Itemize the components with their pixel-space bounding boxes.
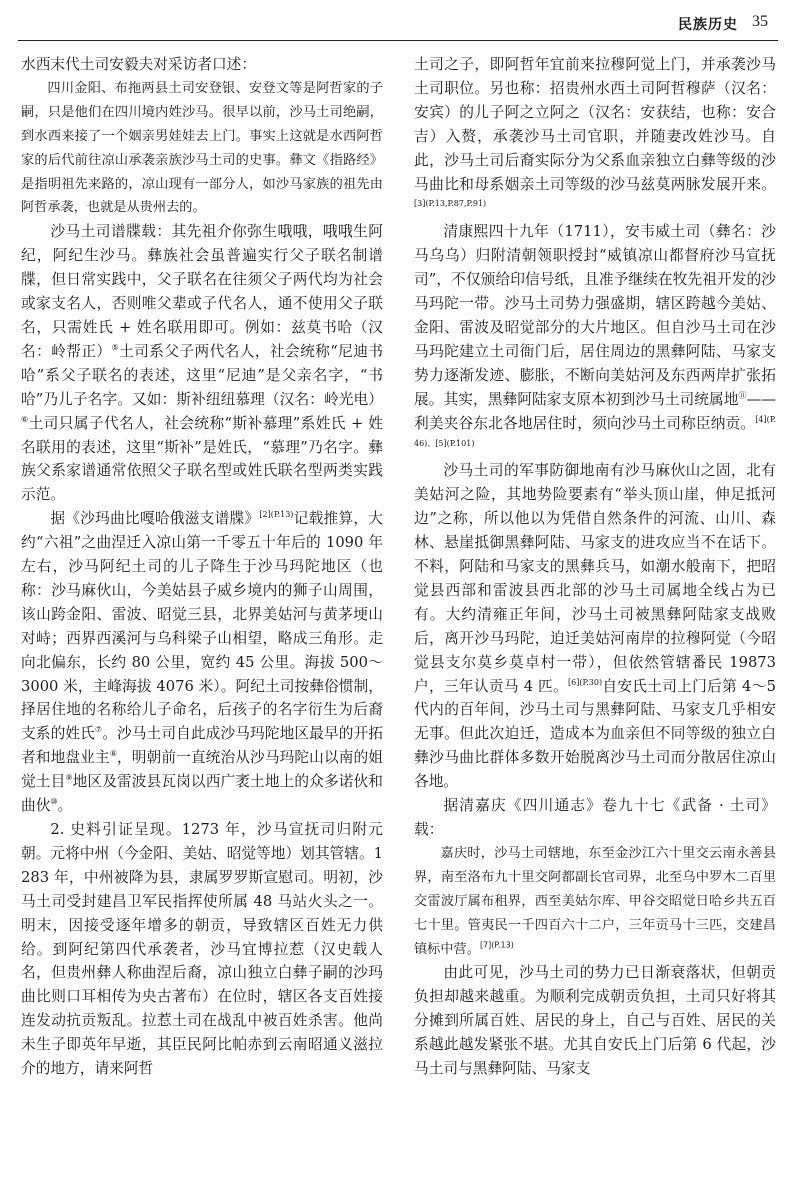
- footnote-ref[interactable]: ⑩: [50, 797, 58, 807]
- paragraph: [414, 459, 776, 794]
- journal-title: 民族历史: [678, 17, 738, 33]
- page-header: [0, 0, 792, 38]
- citation-ref[interactable]: [7](P.13): [479, 940, 514, 950]
- paragraph-text: 地区及雷波县瓦岗以西广袤土地上的众多诺伙和曲伙: [21, 773, 383, 815]
- paragraph: [414, 961, 776, 1081]
- quote-block: [21, 77, 383, 220]
- paragraph-text: 。: [57, 797, 73, 815]
- left-column: [21, 53, 383, 1198]
- footnote-ref[interactable]: ⑥: [21, 414, 29, 424]
- footnote-ref[interactable]: ⑨: [65, 773, 73, 783]
- paragraph-text: 沙马土司谱牒载：其先祖介你弥生哦哦，哦哦生阿纪，阿纪生沙马。彝族社会虽普遍实行父子联名制谱牒，但日常实践中，父子联名在往须父子两代均为社会或家支名人，否则唯父辈或子代名人，通不使用父子联名，只需姓氏 + 姓名联用即可。例如：兹莫书哈（汉名：岭帮正）: [21, 223, 383, 360]
- footnote-ref[interactable]: ⑤: [111, 342, 120, 352]
- quote-text: 嘉庆时，沙马土司辖地，东至金沙江六十里交云南永善县界，南至洛布九十里交阿都副长官司界，北至乌中罗木二百里交雷波厅属布租界，西至美姑尔库、甲谷交昭觉日哈乡共五百七十里。管夷民一千四百六十二户，三年贡马十三匹，交建昌镇标中营。: [414, 845, 776, 957]
- citation-ref[interactable]: [3](P.13,P.87,P.91): [414, 199, 487, 209]
- paragraph: [414, 53, 776, 220]
- quote-text: 四川金阳、布拖两县土司安登银、安登文等是阿哲家的子嗣，只是他们在四川境内姓沙马。很早以前，沙马土司绝嗣，到水西来接了一个姻亲男娃娃去上门。事实上这就是水西阿哲家的后代前往凉山承袭亲族沙马土司的史事。彝文《指路经》是指明祖先来路的，凉山现有一部分人，如沙马家族的祖先由阿哲承袭，也就是从贵州去的。: [21, 80, 383, 216]
- citation-ref[interactable]: [2](P.13): [259, 510, 294, 520]
- paragraph-text: 记载推算，大约“六祖”之曲涅迁入凉山第一千零五十年后的 1090 年左右，沙马阿纪土司的儿子降生于沙马玛陀地区（也称：沙马麻伙山，今美姑县子威乡境内的狮子山周围，该山跨金阳、雷波、昭觉三县，北界美姑河与黄茅埂山对峙；西界西溪河与乌科梁子山相望，略成三角形。走向北偏东，长约 80 公里，宽约 45 公里。海拔 500～3000 米，主峰海拔 4076 米）。阿纪土司按彝俗惯制，择居住地的名称给儿子命名，后孩子的名字衍生为后裔支系的姓氏: [21, 510, 383, 743]
- intro-line: [21, 53, 383, 77]
- right-column: [414, 53, 776, 1198]
- intro-text: 水西末代土司安毅夫对采访者口述：: [21, 56, 257, 73]
- citation-ref[interactable]: [4](P.46)、[5](P.101): [414, 414, 776, 448]
- paragraph-text: ——利美夹谷东北各地居住时，须向沙马土司称臣纳贡。: [414, 390, 776, 432]
- paragraph-text: 。沙马土司自此成沙马玛陀地区最早的开拓者和地盘业主: [21, 725, 383, 767]
- page-number: 35: [752, 13, 768, 30]
- quote-block: [414, 842, 776, 962]
- footnote-ref[interactable]: ⑪: [738, 390, 747, 400]
- paragraph-text: 土司系父子两代名人，社会统称“尼迪书哈”系父子联名的表述，这里“尼迪”是父亲名字，“书哈”乃儿子名字。又如：斯补纽纽慕理（汉名：岭光电）: [21, 342, 383, 408]
- paragraph: [21, 507, 383, 818]
- paragraph-text: 由此可见，沙马土司的势力已日渐衰落状，但朝贡负担却越来越重。为顺利完成朝贡负担，土司只好将其分摊到所属百姓、居民的身上，自己与百姓、居民的关系越此越发紧张不堪。尤其自安氏上门后第 6 代起，沙马土司与黑彝阿陆、马家支: [414, 964, 776, 1078]
- paragraph-text: 自安氏土司上门后第 4～5 代内的百年间，沙马土司与黑彝阿陆、马家支几乎相安无事。但此次迫迁，造成本为血亲但不同等级的独立白彝沙马曲比群体多数开始脱离沙马土司而分散居住凉山各地。: [414, 677, 776, 791]
- paragraph: [414, 220, 776, 459]
- paragraph-text: 2. 史料引证呈现。1273 年，沙马宣抚司归附元朝。元将中州（今金阳、美姑、昭觉等地）划其管辖。1283 年，中州被降为县，隶属罗罗斯宣慰司。明初，沙马土司受封建昌卫军民指挥使所属 48 马站火头之一。明末，因接受逐年增多的朝贡，导致辖区百姓无力供给。到阿纪第四代承袭者，沙马宜博拉惹（汉史载人名，但贵州彝人称曲涅后裔，凉山独立白彝子嗣的沙玛曲比则口耳相传为央古著布）在位时，辖区各支百姓接连发动抗贡叛乱。拉惹土司在战乱中被百姓杀害。他尚未生子即英年早逝，其臣民阿比帕赤到云南昭通义滋拉介的地方，请来阿哲: [21, 821, 383, 1078]
- paragraph-text: 沙马土司的军事防御地南有沙马麻伙山之固，北有美姑河之险，其地势险要素有“举头顶山崖，伸足抵河边”之称，所以他以为凭借自然条件的河流、山川、森林、悬崖抵御黑彝阿陆、马家支的进攻应当不在话下。不料，阿陆和马家支的黑彝兵马，如潮水般南下，把昭觉县西部和雷波县西北部的沙马土司属地全线占为已有。大约清雍正年间，沙马土司被黑彝阿陆家支战败后，离开沙马玛陀，迫迁美姑河南岸的拉穆阿觉（今昭觉县支尔莫乡莫卓村一带），但依然管辖番民 19873 户，三年认贡马 4 匹。: [414, 462, 776, 695]
- paragraph: [21, 818, 383, 1081]
- footnote-ref[interactable]: ⑦: [94, 725, 103, 735]
- paragraph-text: 清康熙四十九年（1711），安韦威土司（彝名：沙马乌乌）归附清朝领职授封“威镇凉山都督府沙马宣抚司”，不仅颁给印信号纸，且准予继续在牧先祖开发的沙马玛陀一带。沙马土司势力强盛期，辖区跨越今美姑、金阳、雷波及昭觉部分的大片地区。但自沙马土司在沙马玛陀建立土司衙门后，居住周边的黑彝阿陆、马家支势力逐渐发迹、膨胀，不断向美姑河及东西两岸扩张拓展。其实，黑彝阿陆家支原本初到沙马土司统属地: [414, 223, 776, 408]
- paragraph-text: 据《沙玛曲比嘎哈俄滋支谱牒》: [50, 510, 260, 528]
- paragraph-text: 土司只属子代名人，社会统称“斯补慕理”系姓氏 + 姓名联用的表述，这里“斯补”是姓氏，“慕理”乃名字。彝族父系家谱通常依照父子联名型或姓氏联名型两类实践示范。: [21, 414, 383, 504]
- citation-ref[interactable]: [6](P.30): [568, 677, 603, 687]
- paragraph: [21, 220, 383, 507]
- paragraph-text: ，明朝前一直统治从沙马玛陀山以南的姐觉土目: [21, 749, 383, 791]
- paragraph-text: 土司之子，即阿哲年宜前来拉穆阿觉上门，并承袭沙马土司职位。另也称：招贵州水西土司阿哲穆萨（汉名：安宾）的儿子阿之立阿之（汉名：安获结，也称：安合吉）入赘，承袭沙马土司官职，并随妻改姓沙马。自此，沙马土司后裔实际分为父系血亲独立白彝等级的沙马曲比和母系姻亲土司等级的沙马兹莫两脉发展开来。: [414, 56, 776, 193]
- paragraph-text: 据清嘉庆《四川通志》卷九十七《武备 · 土司》载：: [414, 797, 776, 838]
- header-rule: [18, 40, 778, 41]
- footnote-ref[interactable]: ⑧: [109, 749, 117, 759]
- paragraph: [414, 794, 776, 842]
